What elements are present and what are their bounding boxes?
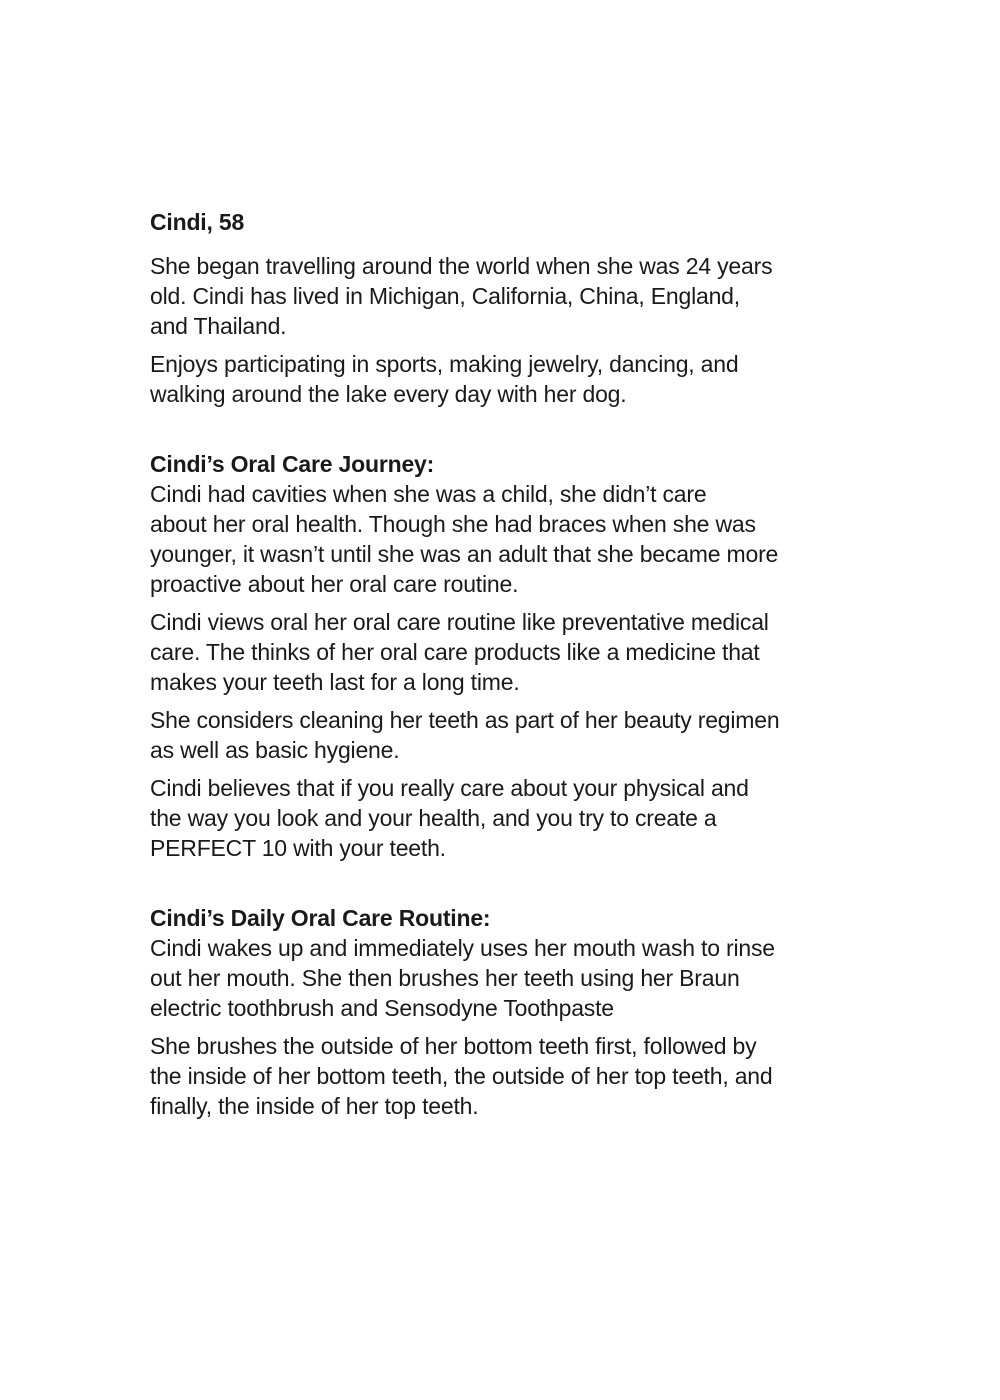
text-line: out her mouth. She then brushes her teeth using her Braun: [150, 965, 740, 991]
text-line: PERFECT 10 with your teeth.: [150, 835, 446, 861]
text-line: younger, it wasn’t until she was an adult that she became more: [150, 541, 779, 567]
text-line: She brushes the outside of her bottom teeth first, followed by: [150, 1033, 757, 1059]
text-line: about her oral health. Though she had braces when she was: [150, 511, 756, 537]
journey-paragraph-2: [150, 607, 855, 697]
text-line: Cindi had cavities when she was a child, she didn’t care: [150, 481, 707, 507]
text-line: Enjoys participating in sports, making jewelry, dancing, and: [150, 351, 739, 377]
text-line: Cindi believes that if you really care about your physical and: [150, 775, 749, 801]
text-line: She began travelling around the world when she was 24 years: [150, 253, 773, 279]
profile-paragraph-2: [150, 349, 855, 409]
journey-heading: Cindi’s Oral Care Journey:: [150, 451, 435, 477]
text-line: the way you look and your health, and you try to create a: [150, 805, 717, 831]
text-line: electric toothbrush and Sensodyne Toothpaste: [150, 995, 614, 1021]
text-line: Cindi wakes up and immediately uses her mouth wash to rinse: [150, 935, 775, 961]
text-line: walking around the lake every day with her dog.: [150, 381, 627, 407]
text-line: as well as basic hygiene.: [150, 737, 400, 763]
journey-paragraph-4: [150, 773, 855, 863]
routine-heading: Cindi’s Daily Oral Care Routine:: [150, 905, 491, 931]
journey-paragraph-1: [150, 479, 855, 599]
journey-paragraph-3: [150, 705, 855, 765]
text-line: finally, the inside of her top teeth.: [150, 1093, 479, 1119]
routine-paragraph-2: [150, 1031, 855, 1121]
document-page: [150, 207, 855, 1121]
profile-heading: Cindi, 58: [150, 209, 245, 235]
text-line: Cindi views oral her oral care routine like preventative medical: [150, 609, 769, 635]
profile-paragraph-1: [150, 251, 855, 341]
text-line: She considers cleaning her teeth as part of her beauty regimen: [150, 707, 780, 733]
routine-paragraph-1: [150, 933, 855, 1023]
text-line: proactive about her oral care routine.: [150, 571, 519, 597]
text-line: makes your teeth last for a long time.: [150, 669, 520, 695]
text-line: the inside of her bottom teeth, the outside of her top teeth, and: [150, 1063, 773, 1089]
text-line: old. Cindi has lived in Michigan, California, China, England,: [150, 283, 740, 309]
text-line: and Thailand.: [150, 313, 287, 339]
text-line: care. The thinks of her oral care products like a medicine that: [150, 639, 760, 665]
